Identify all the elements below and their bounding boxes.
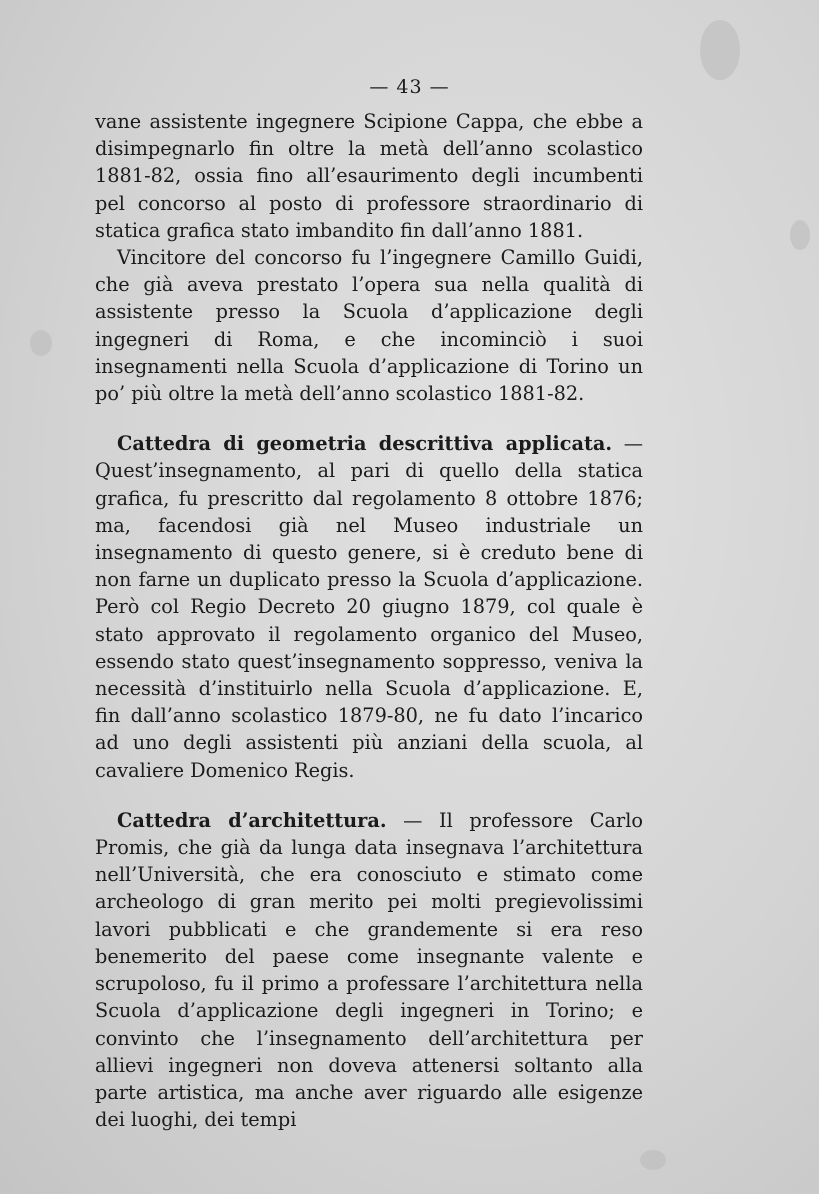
paper-stain xyxy=(640,1150,666,1170)
paragraph xyxy=(95,430,643,784)
paper-stain xyxy=(30,330,52,356)
body-text xyxy=(95,108,643,1133)
paragraph-text: — Il professore Carlo Promis, che già da lunga data insegnava l’architettura nell’Università, che era conosciuto e stimato come archeologo di gran merito pei molti pregievolissimi lavori pubblicati e che grandemente si era reso benemerito del paese come insegnante valente e scrupoloso, fu il primo a professare l’architettura nella Scuola d’applicazione degli ingegneri in Torino; e convinto che l’insegnamento dell’architettura per allievi ingegneri non doveva attenersi soltanto alla parte artistica, ma anche aver riguardo alle esigenze dei luoghi, dei tempi xyxy=(95,808,643,1132)
paper-stain xyxy=(700,20,740,80)
page-number: — 43 — xyxy=(369,76,450,98)
paragraph xyxy=(95,807,643,1133)
section-heading: Cattedra d’architettura. xyxy=(117,808,387,832)
paragraph xyxy=(95,244,643,407)
paper-stain xyxy=(790,220,810,250)
paragraph-text: Vincitore del concorso fu l’ingegnere Camillo Guidi, che già aveva prestato l’opera sua nella qualità di assistente presso la Scuola d’applicazione degli ingegneri di Roma, e che incominciò i suoi insegnamenti nella Scuola d’applicazione di Torino un po’ più oltre la metà dell’anno scolastico 1881-82. xyxy=(95,246,643,406)
paragraph xyxy=(95,108,643,244)
paragraph-text: vane assistente ingegnere Scipione Cappa, che ebbe a disimpegnarlo fin oltre la metà dell’anno scolastico 1881-82, ossia fino all’esaurimento degli incumbenti pel concorso al posto di professore straordinario di statica grafica stato imbandito fin dall’anno 1881. xyxy=(95,110,643,242)
paragraph-text: — Quest’insegnamento, al pari di quello della statica grafica, fu prescritto dal regolamento 8 ottobre 1876; ma, facendosi già nel Museo industriale un insegnamento di questo genere, si è creduto bene di non farne un duplicato presso la Scuola d’applicazione. Però col Regio Decreto 20 giugno 1879, col quale è stato approvato il regolamento organico del Museo, essendo stato quest’insegnamento soppresso, veniva la necessità d’instituirlo nella Scuola d’applicazione. E, fin dall’anno scolastico 1879-80, ne fu dato l’incarico ad uno degli assistenti più anziani della scuola, al cavaliere Domenico Regis. xyxy=(95,432,643,782)
section-heading: Cattedra di geometria descrittiva applicata. xyxy=(117,432,613,456)
